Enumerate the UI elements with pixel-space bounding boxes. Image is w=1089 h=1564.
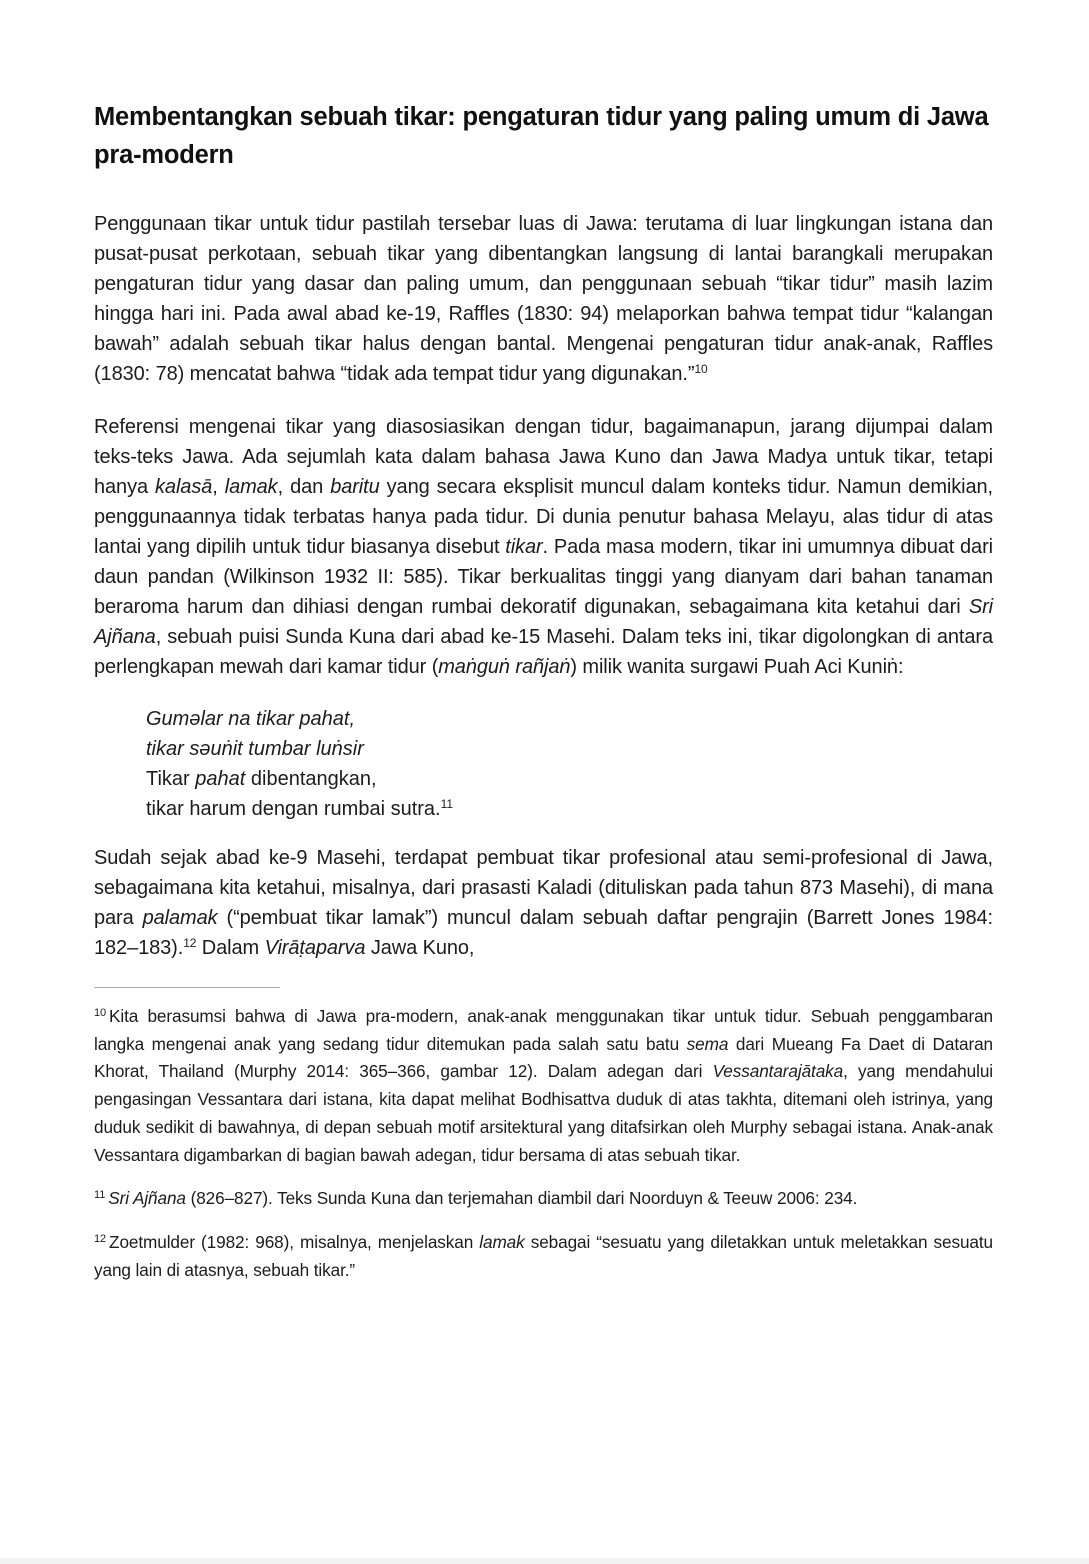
footnote-number: 10 [94,1007,107,1019]
paragraph-3 [94,843,993,963]
verse-line-1-text: Gumәlar na tikar pahat, [146,708,355,730]
verse-line-3-text: Tikar [146,768,196,790]
verse-line-4-text: tikar harum dengan rumbai sutra. [146,798,441,820]
term-sema: sema [686,1033,729,1054]
paragraph-3-text: Sudah sejak abad ke-9 Masehi, terdapat pembuat tikar profesional atau semi-profesional di Jawa, sebagaimana kita ketahui, misalnya, dari prasasti Kaladi (dituliskan pada tahun 873 Masehi), di mana para [94,847,993,929]
footnote-ref-11[interactable]: 11 [440,797,454,811]
footnote-text: Kita berasumsi bahwa di Jawa pra-modern, anak-anak menggunakan tikar untuk tidur. Sebuah penggambaran langka mengenai anak yang sedang tidur ditemukan pada salah satu batu [94,1006,993,1054]
paragraph-2-text: , sebuah puisi Sunda Kuna dari abad ke-15 Masehi. Dalam teks ini, tikar digolongkan di antara perlengkapan mewah dari kamar tidur ( [94,626,993,678]
term-tikar: tikar [505,536,543,558]
term-lamak: lamak [479,1231,525,1252]
footnote-text: Zoetmulder (1982: 968), misalnya, menjelaskan [109,1231,480,1252]
paragraph-1-text: Penggunaan tikar untuk tidur pastilah tersebar luas di Jawa: terutama di luar lingkungan istana dan pusat-pusat perkotaan, sebuah tikar yang dibentangkan langsung di lantai barangkali merupakan pengaturan tidur yang dasar dan paling umum, dan penggunaan sebuah “tikar tidur” masih lazim hingga hari ini. Pada awal abad ke-19, Raffles (1830: 94) melaporkan bahwa tempat tidur “kalangan bawah” adalah sebuah tikar halus dengan bantal. Mengenai pengaturan tidur anak-anak, Raffles (1830: 78) mencatat bahwa “tidak ada tempat tidur yang digunakan.” [94,213,993,385]
paragraph-3-text: Jawa Kuno, [365,937,475,959]
title-sri-ajnana: Sri Ajñana [94,596,993,648]
verse-line-2 [146,734,993,764]
footnote-12 [94,1229,993,1284]
footnote-11 [94,1185,993,1213]
paragraph-2-text: Referensi mengenai tikar yang diasosiasikan dengan tidur, bagaimanapun, jarang dijumpai dalam teks-teks Jawa. Ada sejumlah kata dalam bahasa Jawa Kuno dan Jawa Madya untuk tikar, tetapi hanya [94,416,993,498]
paragraph-2-text: , [212,476,225,498]
footnote-text: , yang mendahului pengasingan Vessantara dari istana, kita dapat melihat Bodhisattva duduk di atas takhta, ditemani oleh istrinya, yang duduk sedikit di bawahnya, di depan sebuah motif arsitektural yang ditafsirkan oleh Murphy sebagai istana. Anak-anak Vessantara digambarkan di bagian bawah adegan, tidur bersama di atas sebuah tikar. [94,1061,993,1165]
title-sri-ajnana: Sri Ajñana [108,1188,186,1209]
footnote-ref-12[interactable]: 12 [183,936,197,950]
term-palamak: palamak [142,907,218,929]
paragraph-2-text: yang secara eksplisit muncul dalam konteks tidur. Namun demikian, penggunaannya tidak terbatas hanya pada tidur. Di dunia penutur bahasa Melayu, alas tidur di atas lantai yang dipilih untuk tidur biasanya disebut [94,476,993,558]
verse-line-1 [146,704,993,734]
term-kalasa: kalasā [155,476,213,498]
paragraph-3-text: (“pembuat tikar lamak”) muncul dalam sebuah daftar pengrajin (Barrett Jones 1984: 182–183). [94,907,993,959]
paragraph-2-text: , dan [277,476,331,498]
footnote-number: 11 [94,1189,106,1202]
paragraph-3-text: Dalam [196,937,265,959]
paragraph-2 [94,412,993,682]
section-heading: Membentangkan sebuah tikar: pengaturan tidur yang paling umum di Jawa pra-modern [94,103,989,169]
paragraph-1 [94,209,993,389]
paragraph-2-text: . Pada masa modern, tikar ini umumnya dibuat dari daun pandan (Wilkinson 1932 II: 585). Tikar berkualitas tinggi yang dianyam dari bahan tanaman beraroma harum dan dihiasi dengan rumbai dekoratif digunakan, sebagaimana kita ketahui dari [94,536,993,618]
footnote-text: sebagai “sesuatu yang diletakkan untuk meletakkan sesuatu yang lain di atasnya, sebuah tikar.” [94,1231,993,1280]
footnote-10 [94,1003,993,1169]
footnote-text: (826–827). Teks Sunda Kuna dan terjemahan diambil dari Noorduyn & Teeuw 2006: 234. [185,1188,858,1209]
term-pahat: pahat [195,768,246,790]
term-mangun-ranjan: maṅguṅ rañjaṅ [438,656,571,678]
verse-line-2-text: tikar sәuṅit tumbar luṅsir [146,738,364,760]
verse-quote [146,704,993,824]
footnote-text: dari Mueang Fa Daet di Dataran Khorat, Thailand (Murphy 2014: 365–366, gambar 12). Dalam adegan dari [94,1033,993,1082]
title-vessantarajataka: Vessantarajātaka [712,1061,844,1082]
page-bottom-edge [0,1558,1089,1564]
paragraph-2-text: ) milik wanita surgawi Puah Aci Kuniṅ: [570,656,904,678]
verse-line-3 [146,764,993,794]
footnote-number: 12 [94,1232,107,1245]
footnote-divider [94,987,280,988]
term-baritu: baritu [330,476,380,498]
verse-line-4 [146,794,993,824]
footnote-ref-10[interactable]: 10 [694,362,708,376]
document-page [94,98,993,1284]
term-lamak: lamak [224,476,278,498]
title-virataparva: Virāṭaparva [264,937,366,959]
verse-line-3-text: dibentangkan, [245,768,377,790]
